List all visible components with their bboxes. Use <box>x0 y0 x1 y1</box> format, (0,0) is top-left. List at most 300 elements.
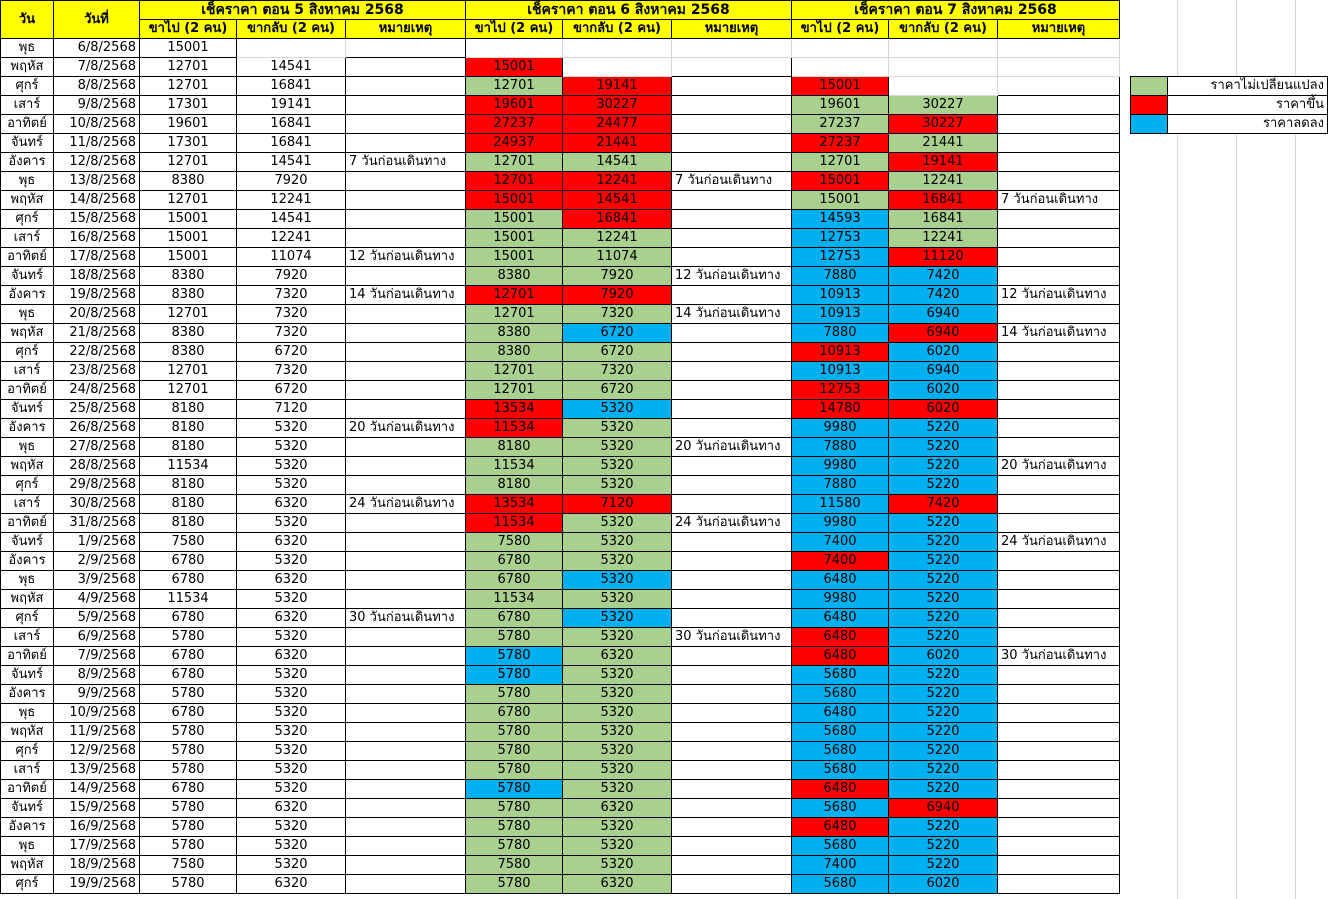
return-price-cell[interactable]: 7320 <box>563 362 672 381</box>
outbound-price-cell[interactable]: 15001 <box>140 39 237 58</box>
return-price-cell[interactable]: 6940 <box>889 324 998 343</box>
return-price-cell[interactable]: 5320 <box>563 685 672 704</box>
return-price-cell[interactable]: 6720 <box>563 381 672 400</box>
outbound-price-cell[interactable]: 7580 <box>466 533 563 552</box>
note-cell[interactable] <box>998 514 1120 533</box>
note-cell[interactable] <box>346 780 466 799</box>
day-cell[interactable]: จันทร์ <box>1 134 54 153</box>
note-cell[interactable] <box>672 590 792 609</box>
outbound-price-cell[interactable]: 11534 <box>466 457 563 476</box>
note-cell[interactable] <box>672 153 792 172</box>
return-price-cell[interactable]: 7420 <box>889 267 998 286</box>
day-cell[interactable]: พุธ <box>1 438 54 457</box>
return-price-cell[interactable]: 6320 <box>237 495 346 514</box>
day-cell[interactable]: ศุกร์ <box>1 343 54 362</box>
return-price-cell[interactable]: 5320 <box>563 704 672 723</box>
note-cell[interactable] <box>672 476 792 495</box>
return-price-cell[interactable]: 5220 <box>889 685 998 704</box>
note-cell[interactable] <box>346 229 466 248</box>
outbound-price-cell[interactable] <box>792 58 889 77</box>
return-price-cell[interactable]: 5220 <box>889 457 998 476</box>
date-cell[interactable]: 8/8/2568 <box>54 77 140 96</box>
outbound-price-cell[interactable]: 5780 <box>140 685 237 704</box>
outbound-price-cell[interactable] <box>466 39 563 58</box>
outbound-price-cell[interactable]: 17301 <box>140 96 237 115</box>
date-cell[interactable]: 29/8/2568 <box>54 476 140 495</box>
date-cell[interactable]: 11/9/2568 <box>54 723 140 742</box>
note-cell[interactable] <box>998 96 1120 115</box>
return-price-cell[interactable]: 5320 <box>563 400 672 419</box>
return-price-cell[interactable]: 12241 <box>889 229 998 248</box>
outbound-price-cell[interactable]: 14780 <box>792 400 889 419</box>
return-price-cell[interactable]: 12241 <box>889 172 998 191</box>
return-price-cell[interactable]: 5320 <box>563 780 672 799</box>
day-cell[interactable]: จันทร์ <box>1 400 54 419</box>
header-outbound[interactable]: ขาไป (2 คน) <box>792 20 889 39</box>
note-cell[interactable] <box>346 552 466 571</box>
outbound-price-cell[interactable]: 6480 <box>792 780 889 799</box>
day-cell[interactable]: ศุกร์ <box>1 476 54 495</box>
return-price-cell[interactable]: 30227 <box>889 115 998 134</box>
return-price-cell[interactable]: 5320 <box>563 609 672 628</box>
date-cell[interactable]: 12/8/2568 <box>54 153 140 172</box>
return-price-cell[interactable]: 5320 <box>563 761 672 780</box>
return-price-cell[interactable]: 6720 <box>237 381 346 400</box>
note-cell[interactable] <box>346 96 466 115</box>
day-cell[interactable]: อังคาร <box>1 153 54 172</box>
date-cell[interactable]: 10/8/2568 <box>54 115 140 134</box>
day-cell[interactable]: พุธ <box>1 704 54 723</box>
day-cell[interactable]: เสาร์ <box>1 229 54 248</box>
return-price-cell[interactable]: 5320 <box>237 837 346 856</box>
return-price-cell[interactable]: 30227 <box>563 96 672 115</box>
return-price-cell[interactable]: 7320 <box>237 305 346 324</box>
date-cell[interactable]: 11/8/2568 <box>54 134 140 153</box>
outbound-price-cell[interactable]: 6780 <box>140 647 237 666</box>
outbound-price-cell[interactable]: 7880 <box>792 267 889 286</box>
outbound-price-cell[interactable]: 6780 <box>140 704 237 723</box>
header-note[interactable]: หมายเหตุ <box>998 20 1120 39</box>
note-cell[interactable] <box>346 647 466 666</box>
outbound-price-cell[interactable]: 6480 <box>792 609 889 628</box>
outbound-price-cell[interactable]: 6780 <box>140 609 237 628</box>
outbound-price-cell[interactable]: 9980 <box>792 419 889 438</box>
return-price-cell[interactable]: 5320 <box>237 666 346 685</box>
header-outbound[interactable]: ขาไป (2 คน) <box>140 20 237 39</box>
return-price-cell[interactable]: 5220 <box>889 818 998 837</box>
outbound-price-cell[interactable]: 7580 <box>140 856 237 875</box>
date-cell[interactable]: 23/8/2568 <box>54 362 140 381</box>
outbound-price-cell[interactable]: 12701 <box>140 58 237 77</box>
return-price-cell[interactable]: 6320 <box>237 799 346 818</box>
outbound-price-cell[interactable]: 6780 <box>140 571 237 590</box>
note-cell[interactable] <box>672 780 792 799</box>
return-price-cell[interactable] <box>563 39 672 58</box>
return-price-cell[interactable]: 5220 <box>889 856 998 875</box>
note-cell[interactable] <box>672 875 792 894</box>
return-price-cell[interactable]: 6320 <box>237 571 346 590</box>
note-cell[interactable] <box>672 134 792 153</box>
note-cell[interactable] <box>346 476 466 495</box>
day-cell[interactable]: พุธ <box>1 39 54 58</box>
note-cell[interactable] <box>998 875 1120 894</box>
return-price-cell[interactable]: 16841 <box>237 134 346 153</box>
note-cell[interactable] <box>346 818 466 837</box>
date-cell[interactable]: 25/8/2568 <box>54 400 140 419</box>
note-cell[interactable] <box>672 704 792 723</box>
return-price-cell[interactable]: 6320 <box>237 609 346 628</box>
note-cell[interactable]: 14 วันก่อนเดินทาง <box>672 305 792 324</box>
note-cell[interactable] <box>346 134 466 153</box>
note-cell[interactable]: 12 วันก่อนเดินทาง <box>346 248 466 267</box>
note-cell[interactable] <box>998 419 1120 438</box>
outbound-price-cell[interactable]: 8180 <box>466 476 563 495</box>
outbound-price-cell[interactable]: 12701 <box>466 381 563 400</box>
return-price-cell[interactable]: 5220 <box>889 552 998 571</box>
return-price-cell[interactable]: 6940 <box>889 362 998 381</box>
outbound-price-cell[interactable]: 12701 <box>140 77 237 96</box>
return-price-cell[interactable]: 6320 <box>237 875 346 894</box>
day-cell[interactable]: จันทร์ <box>1 799 54 818</box>
day-cell[interactable]: ศุกร์ <box>1 210 54 229</box>
return-price-cell[interactable]: 7320 <box>563 305 672 324</box>
return-price-cell[interactable]: 16841 <box>889 210 998 229</box>
outbound-price-cell[interactable]: 5680 <box>792 837 889 856</box>
outbound-price-cell[interactable]: 27237 <box>792 134 889 153</box>
return-price-cell[interactable]: 14541 <box>563 153 672 172</box>
outbound-price-cell[interactable]: 5780 <box>466 666 563 685</box>
outbound-price-cell[interactable]: 12701 <box>140 381 237 400</box>
note-cell[interactable] <box>672 210 792 229</box>
note-cell[interactable] <box>998 381 1120 400</box>
return-price-cell[interactable] <box>237 39 346 58</box>
header-note[interactable]: หมายเหตุ <box>672 20 792 39</box>
note-cell[interactable] <box>672 818 792 837</box>
outbound-price-cell[interactable]: 5680 <box>792 685 889 704</box>
outbound-price-cell[interactable]: 8380 <box>140 267 237 286</box>
day-cell[interactable]: พฤหัส <box>1 58 54 77</box>
note-cell[interactable] <box>998 685 1120 704</box>
note-cell[interactable]: 24 วันก่อนเดินทาง <box>346 495 466 514</box>
note-cell[interactable] <box>672 248 792 267</box>
day-cell[interactable]: จันทร์ <box>1 267 54 286</box>
note-cell[interactable] <box>672 229 792 248</box>
return-price-cell[interactable]: 14541 <box>563 191 672 210</box>
return-price-cell[interactable]: 5320 <box>563 837 672 856</box>
date-cell[interactable]: 14/8/2568 <box>54 191 140 210</box>
note-cell[interactable] <box>672 742 792 761</box>
outbound-price-cell[interactable]: 7580 <box>140 533 237 552</box>
outbound-price-cell[interactable]: 12753 <box>792 381 889 400</box>
return-price-cell[interactable]: 21441 <box>889 134 998 153</box>
date-cell[interactable]: 15/9/2568 <box>54 799 140 818</box>
return-price-cell[interactable]: 12241 <box>563 172 672 191</box>
return-price-cell[interactable]: 5320 <box>237 476 346 495</box>
note-cell[interactable] <box>346 115 466 134</box>
header-date[interactable]: วันที่ <box>54 1 140 39</box>
return-price-cell[interactable]: 5220 <box>889 438 998 457</box>
note-cell[interactable] <box>998 552 1120 571</box>
note-cell[interactable] <box>998 818 1120 837</box>
legend-label[interactable]: ราคาไม่เปลี่ยนแปลง <box>1167 77 1327 96</box>
outbound-price-cell[interactable]: 6480 <box>792 628 889 647</box>
outbound-price-cell[interactable]: 5780 <box>140 723 237 742</box>
note-cell[interactable] <box>998 609 1120 628</box>
note-cell[interactable] <box>998 115 1120 134</box>
outbound-price-cell[interactable]: 7400 <box>792 533 889 552</box>
note-cell[interactable] <box>346 58 466 77</box>
header-return[interactable]: ขากลับ (2 คน) <box>237 20 346 39</box>
outbound-price-cell[interactable]: 5780 <box>140 742 237 761</box>
outbound-price-cell[interactable]: 6780 <box>466 552 563 571</box>
note-cell[interactable] <box>672 799 792 818</box>
date-cell[interactable]: 6/9/2568 <box>54 628 140 647</box>
outbound-price-cell[interactable]: 15001 <box>792 77 889 96</box>
note-cell[interactable] <box>346 305 466 324</box>
outbound-price-cell[interactable]: 8180 <box>466 438 563 457</box>
outbound-price-cell[interactable]: 27237 <box>466 115 563 134</box>
note-cell[interactable]: 7 วันก่อนเดินทาง <box>998 191 1120 210</box>
outbound-price-cell[interactable]: 10913 <box>792 286 889 305</box>
outbound-price-cell[interactable]: 7400 <box>792 552 889 571</box>
return-price-cell[interactable]: 5320 <box>563 723 672 742</box>
outbound-price-cell[interactable]: 5780 <box>466 780 563 799</box>
note-cell[interactable] <box>672 495 792 514</box>
outbound-price-cell[interactable]: 7880 <box>792 476 889 495</box>
outbound-price-cell[interactable]: 12753 <box>792 248 889 267</box>
return-price-cell[interactable]: 12241 <box>563 229 672 248</box>
outbound-price-cell[interactable]: 6480 <box>792 818 889 837</box>
day-cell[interactable]: ศุกร์ <box>1 609 54 628</box>
note-cell[interactable] <box>998 476 1120 495</box>
outbound-price-cell[interactable]: 13534 <box>466 495 563 514</box>
note-cell[interactable] <box>998 723 1120 742</box>
return-price-cell[interactable]: 7420 <box>889 286 998 305</box>
outbound-price-cell[interactable]: 5780 <box>140 837 237 856</box>
outbound-price-cell[interactable]: 6480 <box>792 704 889 723</box>
note-cell[interactable] <box>346 172 466 191</box>
note-cell[interactable] <box>346 666 466 685</box>
note-cell[interactable] <box>998 761 1120 780</box>
outbound-price-cell[interactable]: 19601 <box>792 96 889 115</box>
return-price-cell[interactable]: 5220 <box>889 723 998 742</box>
outbound-price-cell[interactable]: 5680 <box>792 723 889 742</box>
note-cell[interactable] <box>998 39 1120 58</box>
date-cell[interactable]: 6/8/2568 <box>54 39 140 58</box>
note-cell[interactable] <box>672 400 792 419</box>
return-price-cell[interactable]: 5320 <box>563 476 672 495</box>
return-price-cell[interactable]: 5320 <box>563 628 672 647</box>
outbound-price-cell[interactable]: 14593 <box>792 210 889 229</box>
header-return[interactable]: ขากลับ (2 คน) <box>563 20 672 39</box>
note-cell[interactable]: 20 วันก่อนเดินทาง <box>998 457 1120 476</box>
note-cell[interactable] <box>998 495 1120 514</box>
note-cell[interactable] <box>672 96 792 115</box>
note-cell[interactable] <box>998 362 1120 381</box>
outbound-price-cell[interactable]: 6780 <box>466 571 563 590</box>
note-cell[interactable] <box>346 590 466 609</box>
outbound-price-cell[interactable]: 12701 <box>140 305 237 324</box>
return-price-cell[interactable]: 5320 <box>237 761 346 780</box>
date-cell[interactable]: 19/8/2568 <box>54 286 140 305</box>
day-cell[interactable]: พฤหัส <box>1 324 54 343</box>
outbound-price-cell[interactable]: 15001 <box>466 248 563 267</box>
outbound-price-cell[interactable]: 11580 <box>792 495 889 514</box>
note-cell[interactable] <box>672 343 792 362</box>
return-price-cell[interactable]: 21441 <box>563 134 672 153</box>
date-cell[interactable]: 3/9/2568 <box>54 571 140 590</box>
outbound-price-cell[interactable]: 12701 <box>466 305 563 324</box>
return-price-cell[interactable]: 11120 <box>889 248 998 267</box>
return-price-cell[interactable]: 14541 <box>237 153 346 172</box>
note-cell[interactable] <box>346 723 466 742</box>
return-price-cell[interactable]: 5220 <box>889 628 998 647</box>
note-cell[interactable]: 7 วันก่อนเดินทาง <box>346 153 466 172</box>
header-outbound[interactable]: ขาไป (2 คน) <box>466 20 563 39</box>
note-cell[interactable] <box>998 704 1120 723</box>
outbound-price-cell[interactable]: 17301 <box>140 134 237 153</box>
header-return[interactable]: ขากลับ (2 คน) <box>889 20 998 39</box>
note-cell[interactable] <box>346 362 466 381</box>
date-cell[interactable]: 16/9/2568 <box>54 818 140 837</box>
note-cell[interactable]: 7 วันก่อนเดินทาง <box>672 172 792 191</box>
outbound-price-cell[interactable]: 12701 <box>466 153 563 172</box>
return-price-cell[interactable]: 6320 <box>563 799 672 818</box>
note-cell[interactable] <box>998 571 1120 590</box>
outbound-price-cell[interactable]: 5780 <box>140 628 237 647</box>
return-price-cell[interactable]: 16841 <box>237 77 346 96</box>
outbound-price-cell[interactable]: 6780 <box>140 666 237 685</box>
note-cell[interactable] <box>672 115 792 134</box>
return-price-cell[interactable]: 6020 <box>889 400 998 419</box>
note-cell[interactable] <box>672 571 792 590</box>
outbound-price-cell[interactable]: 11534 <box>140 590 237 609</box>
day-cell[interactable]: อังคาร <box>1 552 54 571</box>
outbound-price-cell[interactable]: 8180 <box>140 419 237 438</box>
return-price-cell[interactable]: 5320 <box>237 628 346 647</box>
note-cell[interactable] <box>998 438 1120 457</box>
return-price-cell[interactable]: 12241 <box>237 191 346 210</box>
legend-swatch[interactable] <box>1131 96 1168 115</box>
note-cell[interactable] <box>998 799 1120 818</box>
date-cell[interactable]: 19/9/2568 <box>54 875 140 894</box>
note-cell[interactable] <box>672 457 792 476</box>
return-price-cell[interactable]: 6020 <box>889 343 998 362</box>
return-price-cell[interactable]: 5320 <box>237 438 346 457</box>
note-cell[interactable] <box>672 77 792 96</box>
return-price-cell[interactable]: 16841 <box>889 191 998 210</box>
day-cell[interactable]: อาทิตย์ <box>1 115 54 134</box>
day-cell[interactable]: พฤหัส <box>1 856 54 875</box>
note-cell[interactable] <box>998 742 1120 761</box>
note-cell[interactable] <box>672 191 792 210</box>
note-cell[interactable] <box>346 400 466 419</box>
group-title-1[interactable]: เช็คราคา ตอน 5 สิงหาคม 2568 <box>140 1 466 20</box>
date-cell[interactable]: 9/9/2568 <box>54 685 140 704</box>
note-cell[interactable] <box>346 704 466 723</box>
outbound-price-cell[interactable]: 15001 <box>466 58 563 77</box>
outbound-price-cell[interactable]: 5780 <box>466 875 563 894</box>
note-cell[interactable] <box>998 153 1120 172</box>
outbound-price-cell[interactable]: 5780 <box>140 875 237 894</box>
day-cell[interactable]: อังคาร <box>1 286 54 305</box>
return-price-cell[interactable]: 6720 <box>237 343 346 362</box>
day-cell[interactable]: อังคาร <box>1 818 54 837</box>
date-cell[interactable]: 9/8/2568 <box>54 96 140 115</box>
note-cell[interactable]: 14 วันก่อนเดินทาง <box>346 286 466 305</box>
note-cell[interactable] <box>672 419 792 438</box>
day-cell[interactable]: อังคาร <box>1 419 54 438</box>
return-price-cell[interactable]: 5220 <box>889 419 998 438</box>
note-cell[interactable] <box>998 134 1120 153</box>
return-price-cell[interactable]: 7320 <box>237 286 346 305</box>
return-price-cell[interactable]: 7920 <box>237 267 346 286</box>
date-cell[interactable]: 20/8/2568 <box>54 305 140 324</box>
outbound-price-cell[interactable]: 8180 <box>140 438 237 457</box>
note-cell[interactable] <box>672 552 792 571</box>
return-price-cell[interactable]: 5220 <box>889 666 998 685</box>
date-cell[interactable]: 7/8/2568 <box>54 58 140 77</box>
return-price-cell[interactable]: 6020 <box>889 381 998 400</box>
return-price-cell[interactable]: 6720 <box>563 343 672 362</box>
note-cell[interactable] <box>998 400 1120 419</box>
outbound-price-cell[interactable]: 5780 <box>466 742 563 761</box>
note-cell[interactable] <box>998 58 1120 77</box>
legend-label[interactable]: ราคาลดลง <box>1167 115 1327 134</box>
outbound-price-cell[interactable]: 11534 <box>466 419 563 438</box>
note-cell[interactable] <box>998 248 1120 267</box>
day-cell[interactable]: จันทร์ <box>1 666 54 685</box>
date-cell[interactable]: 7/9/2568 <box>54 647 140 666</box>
date-cell[interactable]: 27/8/2568 <box>54 438 140 457</box>
return-price-cell[interactable]: 7320 <box>237 324 346 343</box>
note-cell[interactable] <box>998 210 1120 229</box>
note-cell[interactable] <box>346 457 466 476</box>
return-price-cell[interactable]: 11074 <box>237 248 346 267</box>
return-price-cell[interactable]: 7920 <box>237 172 346 191</box>
day-cell[interactable]: อาทิตย์ <box>1 381 54 400</box>
note-cell[interactable] <box>346 381 466 400</box>
return-price-cell[interactable]: 24477 <box>563 115 672 134</box>
outbound-price-cell[interactable]: 8180 <box>140 476 237 495</box>
legend-swatch[interactable] <box>1131 77 1168 96</box>
outbound-price-cell[interactable]: 8380 <box>466 324 563 343</box>
note-cell[interactable] <box>998 267 1120 286</box>
return-price-cell[interactable]: 5320 <box>237 419 346 438</box>
outbound-price-cell[interactable]: 11534 <box>466 514 563 533</box>
header-note[interactable]: หมายเหตุ <box>346 20 466 39</box>
note-cell[interactable] <box>672 39 792 58</box>
return-price-cell[interactable]: 5320 <box>563 571 672 590</box>
return-price-cell[interactable]: 14541 <box>237 58 346 77</box>
return-price-cell[interactable]: 5320 <box>563 856 672 875</box>
note-cell[interactable] <box>672 723 792 742</box>
return-price-cell[interactable]: 5220 <box>889 837 998 856</box>
note-cell[interactable] <box>998 780 1120 799</box>
day-cell[interactable]: ศุกร์ <box>1 875 54 894</box>
note-cell[interactable] <box>346 191 466 210</box>
outbound-price-cell[interactable]: 5780 <box>466 761 563 780</box>
day-cell[interactable]: อาทิตย์ <box>1 780 54 799</box>
outbound-price-cell[interactable]: 15001 <box>466 229 563 248</box>
return-price-cell[interactable]: 5220 <box>889 761 998 780</box>
outbound-price-cell[interactable]: 5680 <box>792 875 889 894</box>
outbound-price-cell[interactable]: 5780 <box>466 685 563 704</box>
outbound-price-cell[interactable]: 9980 <box>792 590 889 609</box>
note-cell[interactable] <box>672 324 792 343</box>
return-price-cell[interactable]: 5320 <box>563 533 672 552</box>
outbound-price-cell[interactable]: 27237 <box>792 115 889 134</box>
